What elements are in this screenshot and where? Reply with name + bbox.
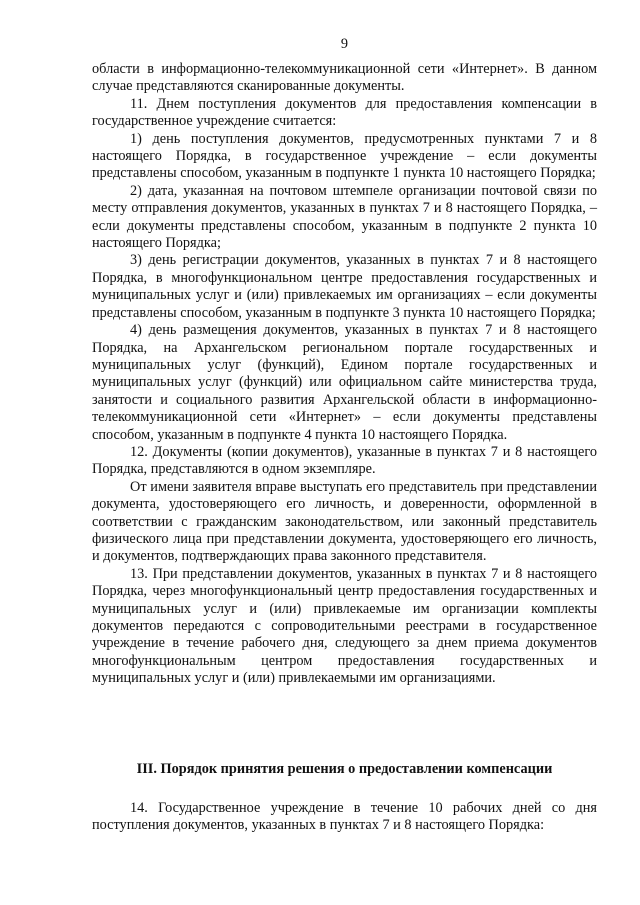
paragraph-12-representative: От имени заявителя вправе выступать его представитель при представлении документа, удостоверяющего его личность, и доверенности, оформленной в соответствии с гражданским законодательством, или законный представитель физического лица при представлении документа, удостоверяющего его личность, и документов, подтверждающих права законного представителя. — [92, 478, 597, 565]
paragraph-11: 11. Днем поступления документов для предоставления компенсации в государственное учреждение считается: — [92, 95, 597, 130]
section-body — [92, 800, 597, 835]
paragraph-11-item-1: 1) день поступления документов, предусмотренных пунктами 7 и 8 настоящего Порядка, в государственное учреждение – если документы представлены способом, указанным в подпункте 1 пункта 10 настоящего Порядка; — [92, 130, 597, 182]
body-text — [92, 61, 597, 688]
paragraph-13: 13. При представлении документов, указанных в пунктах 7 и 8 настоящего Порядка, через многофункциональный центр предоставления государственных и муниципальных услуг и (или) привлекаемые им организации комплекты документов передаются с сопроводительными реестрами в государственное учреждение в течение рабочего дня, следующего за днем приема документов многофункциональным центром предоставления государственных и муниципальных услуг и (или) привлекаемыми им организациями. — [92, 565, 597, 687]
paragraph-14: 14. Государственное учреждение в течение 10 рабочих дней со дня поступления документов, указанных в пунктах 7 и 8 настоящего Порядка: — [92, 800, 597, 834]
paragraph-continuation: области в информационно-телекоммуникационной сети «Интернет». В данном случае представляются сканированные документы. — [92, 61, 597, 95]
paragraph-11-item-2: 2) дата, указанная на почтовом штемпеле организации почтовой связи по месту отправления документов, указанных в пунктах 7 и 8 настоящего Порядка, – если документы представлены способом, указанным в подпункте 2 пункта 10 настоящего Порядка; — [92, 182, 597, 252]
paragraph-12: 12. Документы (копии документов), указанные в пунктах 7 и 8 настоящего Порядка, представляются в одном экземпляре. — [92, 443, 597, 478]
page-number: 9 — [340, 36, 349, 52]
section-heading: III. Порядок принятия решения о предоставлении компенсации — [136, 761, 553, 777]
paragraph-11-item-3: 3) день регистрации документов, указанных в пунктах 7 и 8 настоящего Порядка, в многофункциональном центре предоставления государственных и муниципальных услуг и (или) привлекаемых им организациях – если документы представлены способом, указанным в подпункте 3 пункта 10 настоящего Порядка; — [92, 252, 597, 321]
paragraph-11-item-4: 4) день размещения документов, указанных в пунктах 7 и 8 настоящего Порядка, на Архангельском региональном портале государственных и муниципальных услуг (функций), Едином портале государственных и муниципальных услуг (функций) или официальном сайте министерства труда, занятости и социального развития Архангельской области в информационно-телекоммуникационной сети «Интернет» – если документы представлены способом, указанным в подпункте 4 пункта 10 настоящего Порядка. — [92, 322, 597, 443]
